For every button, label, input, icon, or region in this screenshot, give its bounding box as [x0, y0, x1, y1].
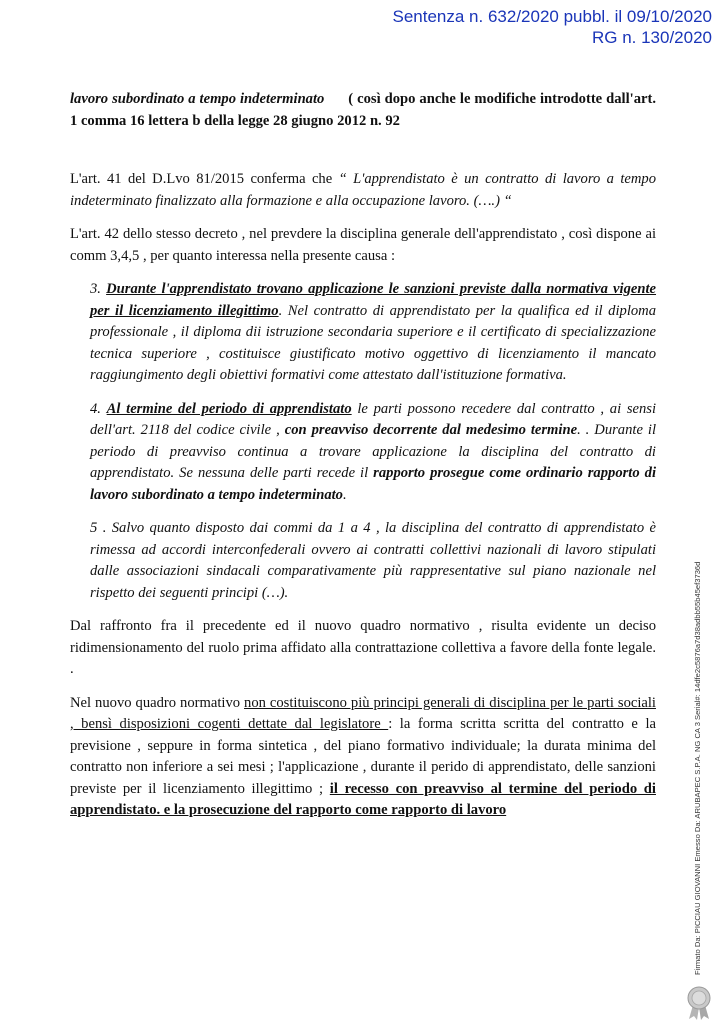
comma-4-emphasis-1: Al termine del periodo di apprendistato — [106, 400, 352, 417]
comma-3-text: . Nel contratto di apprendistato per la qualifica ed il diploma professionale , il diploma dii istruzione secondaria superiore e il certificato di specializzazione tecnica superiore , costituisce giustificato motivo oggettivo di licenziamento il mancato raggiungimento degli obiettivi formativi come attestato dall'istituzione formativa. — [90, 302, 657, 383]
comma-4-text-2: . . Durante il periodo di preavviso continua a trovare applicazione la disciplina del contratto di apprendistato. Se nessuna delle parti recede il — [90, 422, 656, 481]
signature-seal-icon — [682, 985, 716, 1021]
quote-comma-5: 5 . Salvo quanto disposto dai commi da 1 a 4 , la disciplina del contratto di apprendistato è rimessa ad accordi interconfederali ovvero ai contratti collettivi nazionali di lavoro stipulati dalle associazioni sindacali comparativamente più rappresentative sul piano nazionale nel rispetto dei seguenti principi (…). — [90, 520, 656, 601]
comma-4-number: 4. — [90, 400, 107, 417]
framework-emphasis: il recesso con preavviso al termine del periodo di apprendistato. e la prosecuzione del rapporto come rapporto di lavoro — [70, 780, 656, 818]
document-body — [70, 89, 656, 822]
comma-3-emphasis: Durante l'apprendistato trovano applicazione le sanzioni previste dalla normativa vigente per il licenziamento illegittimo — [90, 281, 657, 319]
framework-underlined: non costituiscono più principi generali di disciplina per le parti sociali , bensì disposizioni cogenti dettate dal legislatore — [70, 694, 656, 732]
quote-comma-3 — [90, 279, 656, 387]
art41-intro: L'art. 41 del D.Lvo 81/2015 conferma che — [70, 171, 339, 187]
comma-4-emphasis-2: con preavviso decorrente dal medesimo termine — [284, 422, 578, 438]
case-number: RG n. 130/2020 — [591, 28, 712, 47]
paragraph-new-framework — [70, 693, 656, 822]
framework-text: : la forma scritta scritta del contratto e la previsione , seppure in forma sintetica , del piano formativo individuale; la durata minima del contratto non inferiore a sei mesi ; l'applicazione , durante il perido di apprendistato, delle sanzioni previste per il licenziamento illegittimo ; — [70, 716, 656, 797]
comma-4-emphasis-3: rapporto prosegue come ordinario rapporto di lavoro subordinato a tempo indeterminato — [90, 465, 657, 503]
paragraph-continuation — [70, 89, 656, 132]
comma-4-text-3: . — [342, 486, 347, 503]
comma-4-text-1: le parti possono recedere dal contratto , ai sensi dell'art. 2118 del codice civile , — [90, 400, 657, 438]
art41-quote: “ L'apprendistato è un contratto di lavoro a tempo indeterminato finalizzato alla formazione e alla occupazione lavoro. (….) “ — [70, 171, 656, 209]
paragraph-comparison: Dal raffronto fra il precedente ed il nuovo quadro normativo , risulta evidente un deciso ridimensionamento del ruolo prima affidato alla contrattazione collettiva a favore della fonte legale. . — [70, 618, 656, 677]
comma-3-number: 3. — [90, 281, 107, 297]
sentence-reference: Sentenza n. 632/2020 pubbl. il 09/10/2020 — [392, 7, 712, 26]
quote-comma-4 — [90, 399, 656, 507]
paragraph-art-42: L'art. 42 dello stesso decreto , nel prevdere la disciplina generale dell'apprendistato , così dispone ai comm 3,4,5 , per quanto interessa nella presente causa : — [70, 226, 656, 264]
paragraph-art-41 — [70, 169, 656, 212]
continuation-bold-text: ( così dopo anche le modifiche introdotte dall'art. 1 comma 16 lettera b della legge 28 giugno 2012 n. 92 — [70, 91, 657, 129]
digital-signature-text: Firmato Da: PICCIAU GIOVANNI Emesso Da: ARUBAPEC S.P.A. NG CA 3 Serial#: 14dfe2c5876a7d38adbb55b45ef3736d — [693, 561, 702, 975]
framework-intro: Nel nuovo quadro normativo — [70, 694, 245, 711]
document-header — [393, 6, 713, 48]
continuation-italic-text: lavoro subordinato a tempo indeterminato — [70, 91, 325, 107]
